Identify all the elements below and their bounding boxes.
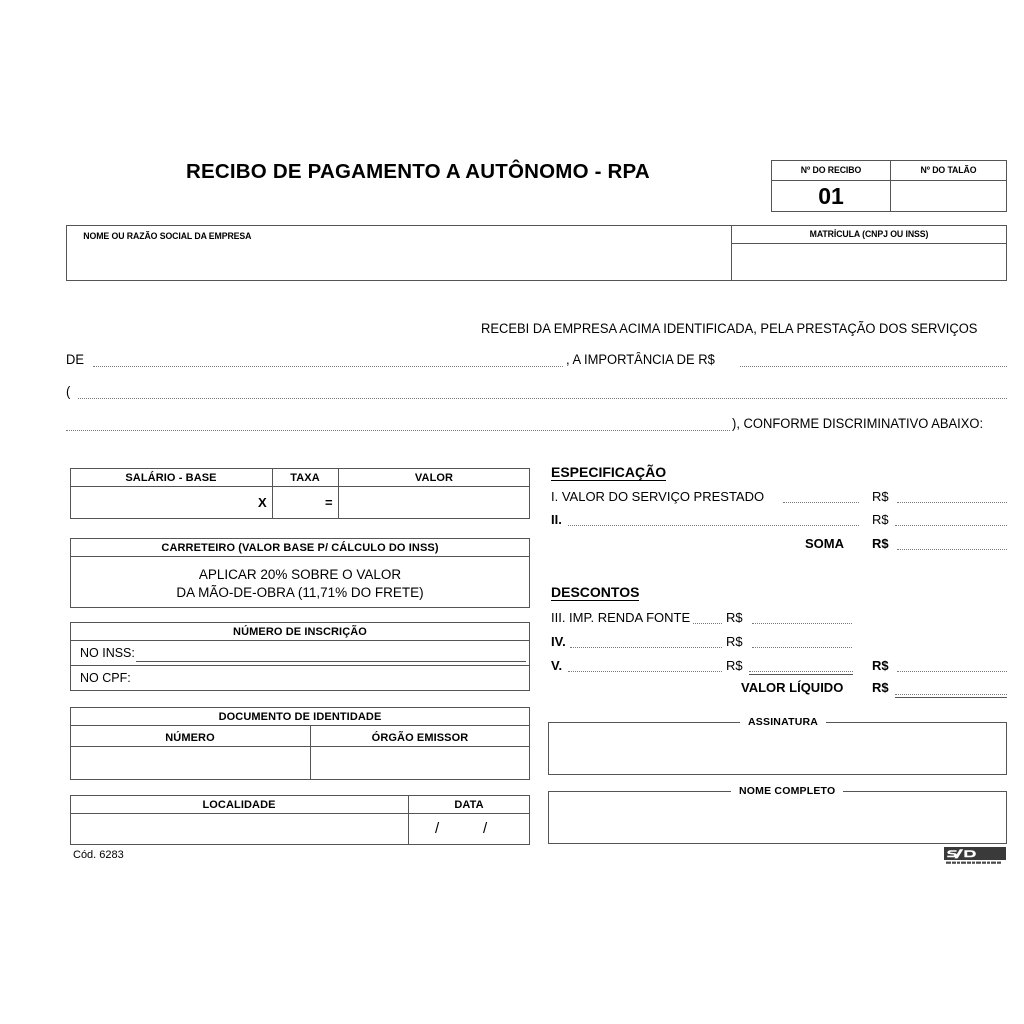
recibo-number-value: 01	[818, 182, 844, 209]
inscricao-header-label: NÚMERO DE INSCRIÇÃO	[233, 626, 367, 638]
nome-completo-field[interactable]	[548, 791, 1007, 844]
descontos-row-5-label: V.	[551, 658, 563, 673]
especificacao-row-1-value-line[interactable]	[897, 502, 1007, 503]
inss-fill-line[interactable]	[136, 661, 526, 662]
especificacao-row-2-currency: R$	[872, 512, 889, 527]
descontos-row-4-fill-line[interactable]	[570, 647, 722, 648]
valor-column-label: VALOR	[414, 472, 454, 484]
statement-de-fill-line[interactable]	[93, 366, 563, 367]
carreteiro-body	[70, 556, 530, 608]
identidade-orgao-label: ÓRGÃO EMISSOR	[371, 732, 469, 744]
identidade-data-row[interactable]	[70, 746, 530, 780]
descontos-row-4-label: IV.	[551, 634, 566, 649]
inscricao-inss-row[interactable]	[70, 640, 530, 666]
recibo-number-field[interactable]	[771, 180, 891, 212]
talao-number-label: Nº DO TALÃO	[920, 165, 977, 176]
page-title: RECIBO DE PAGAMENTO A AUTÔNOMO - RPA	[186, 160, 650, 183]
nome-completo-label: NOME COMPLETO	[731, 785, 843, 797]
date-slash-1: /	[435, 820, 440, 837]
salario-table-data-row[interactable]	[70, 486, 530, 519]
descontos-row-5-fill-line[interactable]	[568, 671, 722, 672]
especificacao-title: ESPECIFICAÇÃO	[551, 464, 667, 480]
inscricao-cpf-row[interactable]	[70, 665, 530, 691]
soma-label: SOMA	[805, 536, 844, 551]
especificacao-row-2-label: II.	[551, 512, 562, 527]
descontos-row-5-value-line[interactable]	[749, 671, 853, 672]
form-code: Cód. 6283	[73, 849, 124, 861]
company-name-label: NOME OU RAZÃO SOCIAL DA EMPRESA	[83, 231, 252, 242]
matricula-value	[732, 244, 1006, 280]
recibo-number-label: Nº DO RECIBO	[800, 165, 862, 176]
matricula-field[interactable]	[731, 243, 1007, 281]
valor-liquido-label: VALOR LÍQUIDO	[741, 680, 844, 695]
descontos-row-4-value-line[interactable]	[752, 647, 852, 648]
equals-sign: =	[325, 495, 333, 510]
statement-line-1: RECEBI DA EMPRESA ACIMA IDENTIFICADA, PELA PRESTAÇÃO DOS SERVIÇOS	[481, 321, 978, 336]
soma-currency: R$	[872, 536, 889, 551]
especificacao-row-2-value-line[interactable]	[895, 525, 1007, 526]
statement-paren-open: (	[66, 384, 71, 399]
statement-importancia-label: , A IMPORTÂNCIA DE R$	[566, 352, 715, 367]
descontos-total-value-line[interactable]	[897, 671, 1007, 672]
sao-domingos-logo	[944, 847, 1006, 865]
multiply-sign: X	[258, 495, 267, 510]
statement-de-label: DE	[66, 352, 85, 367]
descontos-total-currency: R$	[872, 658, 889, 673]
assinatura-field[interactable]	[548, 722, 1007, 775]
descontos-row-3-label: III. IMP. RENDA FONTE	[551, 610, 691, 625]
data-label: DATA	[454, 799, 484, 811]
descontos-row-3-fill-line[interactable]	[693, 623, 722, 624]
statement-extenso-fill-line[interactable]	[78, 398, 1007, 399]
statement-importancia-fill-line[interactable]	[740, 366, 1007, 367]
valor-liquido-currency: R$	[872, 680, 889, 695]
localidade-label: LOCALIDADE	[202, 799, 276, 811]
carreteiro-text-line-1: APLICAR 20% SOBRE O VALOR	[198, 567, 402, 582]
especificacao-row-1-currency: R$	[872, 489, 889, 504]
carreteiro-text-line-2: DA MÃO-DE-OBRA (11,71% DO FRETE)	[176, 585, 424, 600]
talao-number-value	[891, 181, 1006, 211]
talao-number-header-cell	[890, 160, 1007, 181]
localidade-data-row[interactable]	[70, 813, 530, 845]
assinatura-label: ASSINATURA	[740, 716, 826, 728]
descontos-row-3-value-line[interactable]	[752, 623, 852, 624]
descontos-row-4-currency: R$	[726, 634, 743, 649]
date-slash-2: /	[483, 820, 488, 837]
matricula-label: MATRÍCULA (CNPJ OU INSS)	[809, 229, 929, 240]
recibo-number-header-cell	[771, 160, 891, 181]
talao-number-field[interactable]	[890, 180, 1007, 212]
statement-extenso-fill-line-2[interactable]	[66, 430, 730, 431]
especificacao-row-2-fill-line[interactable]	[568, 525, 859, 526]
matricula-header-cell	[731, 225, 1007, 244]
especificacao-row-1-label: I. VALOR DO SERVIÇO PRESTADO	[551, 489, 765, 504]
statement-conforme-label: ), CONFORME DISCRIMINATIVO ABAIXO:	[732, 416, 984, 431]
taxa-column-label: TAXA	[290, 472, 320, 484]
especificacao-row-1-fill-line[interactable]	[783, 502, 859, 503]
soma-value-line[interactable]	[897, 549, 1007, 550]
identidade-numero-label: NÚMERO	[165, 732, 215, 744]
descontos-title: DESCONTOS	[551, 584, 640, 600]
descontos-row-3-currency: R$	[726, 610, 743, 625]
valor-liquido-value-line[interactable]	[895, 694, 1007, 695]
descontos-row-5-currency: R$	[726, 658, 743, 673]
identidade-header-label: DOCUMENTO DE IDENTIDADE	[218, 711, 382, 723]
carreteiro-header-label: CARRETEIRO (VALOR BASE P/ CÁLCULO DO INSS)	[161, 542, 439, 554]
valor-liquido-underline	[895, 697, 1007, 698]
descontos-row-5-underline	[749, 674, 853, 675]
salario-base-column-label: SALÁRIO - BASE	[125, 472, 217, 484]
cpf-label: NO CPF:	[80, 671, 131, 685]
inss-label: NO INSS:	[80, 646, 135, 660]
